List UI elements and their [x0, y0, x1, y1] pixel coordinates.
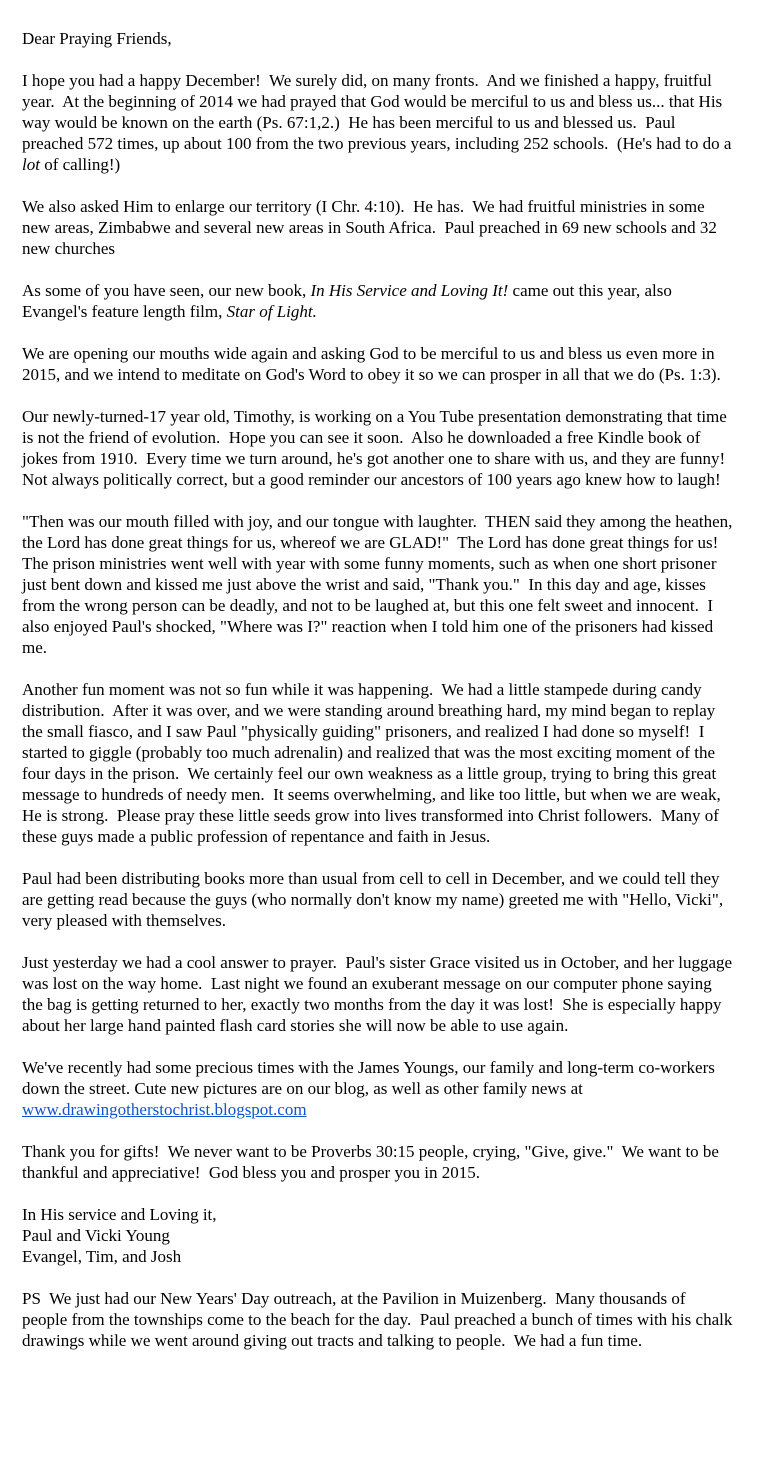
paragraph-books-distribution: Paul had been distributing books more than usual from cell to cell in December, and we could tell they are getting read because the guys (who normally don't know my name) greeted me with "Hello, Vicki", very pleased with themselves. — [22, 869, 728, 930]
signature-names: Paul and Vicki Young — [22, 1226, 170, 1245]
paragraph-december — [22, 70, 734, 175]
paragraph-postscript: PS We just had our New Years' Day outreach, at the Pavilion in Muizenberg. Many thousands of people from the townships come to the beach for the day. Paul preached a bunch of times with his chalk drawings while we went around giving out tracts and talking to people. We had a fun time. — [22, 1289, 737, 1350]
blog-link[interactable]: www.drawingotherstochrist.blogspot.com — [22, 1100, 307, 1119]
paragraph-territory: We also asked Him to enlarge our territory (I Chr. 4:10). He has. We had fruitful ministries in some new areas, Zimbabwe and several new areas in South Africa. Paul preached in 69 new schools and 32 new churches — [22, 197, 722, 258]
paragraph-december-text-2: of calling!) — [39, 155, 121, 174]
paragraph-book-text-2: came out this year, also Evangel's feature length film, — [22, 281, 677, 321]
signature-block — [22, 1204, 734, 1267]
paragraph-book-title-italic: In His Service and Loving It! — [310, 281, 509, 300]
signature-children: Evangel, Tim, and Josh — [22, 1247, 182, 1266]
paragraph-laughter-prison: "Then was our mouth filled with joy, and our tongue with laughter. THEN said they among the heathen, the Lord has done great things for us, whereof we are GLAD!" The Lord has done great things for us! The prison ministries went well with year with some funny moments, such as when one short prisoner just bent down and kissed me just above the wrist and said, "Thank you." In this day and age, kisses from the wrong person can be deadly, and not to be laughed at, but this one felt sweet and innocent. I also enjoyed Paul's shocked, "Where was I?" reaction when I told him one of the prisoners had kissed me. — [22, 512, 737, 657]
paragraph-2015-prayer: We are opening our mouths wide again and asking God to be merciful to us and bless us even more in 2015, and we intend to meditate on God's Word to obey it so we can prosper in all that we do (Ps. 1:3). — [22, 344, 721, 384]
paragraph-gifts-thanks: Thank you for gifts! We never want to be Proverbs 30:15 people, crying, "Give, give." We want to be thankful and appreciative! God bless you and prosper you in 2015. — [22, 1142, 724, 1182]
salutation: Dear Praying Friends, — [22, 29, 172, 48]
paragraph-luggage-answer: Just yesterday we had a cool answer to prayer. Paul's sister Grace visited us in October, and her luggage was lost on the way home. Last night we found an exuberant message on our computer phone saying the bag is getting returned to her, exactly two months from the day it was lost! She is especially happy about her large hand painted flash card stories she will now be able to use again. — [22, 953, 737, 1035]
paragraph-stampede: Another fun moment was not so fun while it was happening. We had a little stampede during candy distribution. After it was over, and we were standing around breathing hard, my mind began to replay the small fiasco, and I saw Paul "physically guiding" prisoners, and realized I had done so myself! I started to giggle (probably too much adrenalin) and realized that was the most exciting moment of the four days in the prison. We certainly feel our own weakness as a little group, trying to bring this great message to hundreds of needy men. It seems overwhelming, and like too little, but when we are weak, He is strong. Please pray these little seeds grow into lives transformed into Christ followers. Many of these guys made a public profession of repentance and faith in Jesus. — [22, 680, 725, 846]
paragraph-book-film-title-italic: Star of Light. — [226, 302, 317, 321]
paragraph-book — [22, 280, 734, 322]
paragraph-blog — [22, 1057, 734, 1120]
paragraph-blog-text: We've recently had some precious times with the James Youngs, our family and long-term co-workers down the street. Cute new pictures are on our blog, as well as other family news at — [22, 1058, 720, 1098]
paragraph-december-text-1: I hope you had a happy December! We surely did, on many fronts. And we finished a happy, fruitful year. At the beginning of 2014 we had prayed that God would be merciful to us and bless us... that His way would be known on the earth (Ps. 67:1,2.) He has been merciful to us and blessed us. Paul preached 572 times, up about 100 from the two previous years, including 252 schools. (He's had to do a — [22, 71, 736, 153]
paragraph-book-text-1: As some of you have seen, our new book, — [22, 281, 311, 300]
signature-closing: In His service and Loving it, — [22, 1205, 217, 1224]
paragraph-december-italic-lot: lot — [22, 155, 40, 174]
paragraph-timothy: Our newly-turned-17 year old, Timothy, is working on a You Tube presentation demonstrating that time is not the friend of evolution. Hope you can see it soon. Also he downloaded a free Kindle book of jokes from 1910. Every time we turn around, he's got another one to share with us, and they are funny! Not always politically correct, but a good reminder our ancestors of 100 years ago knew how to laugh! — [22, 407, 734, 489]
